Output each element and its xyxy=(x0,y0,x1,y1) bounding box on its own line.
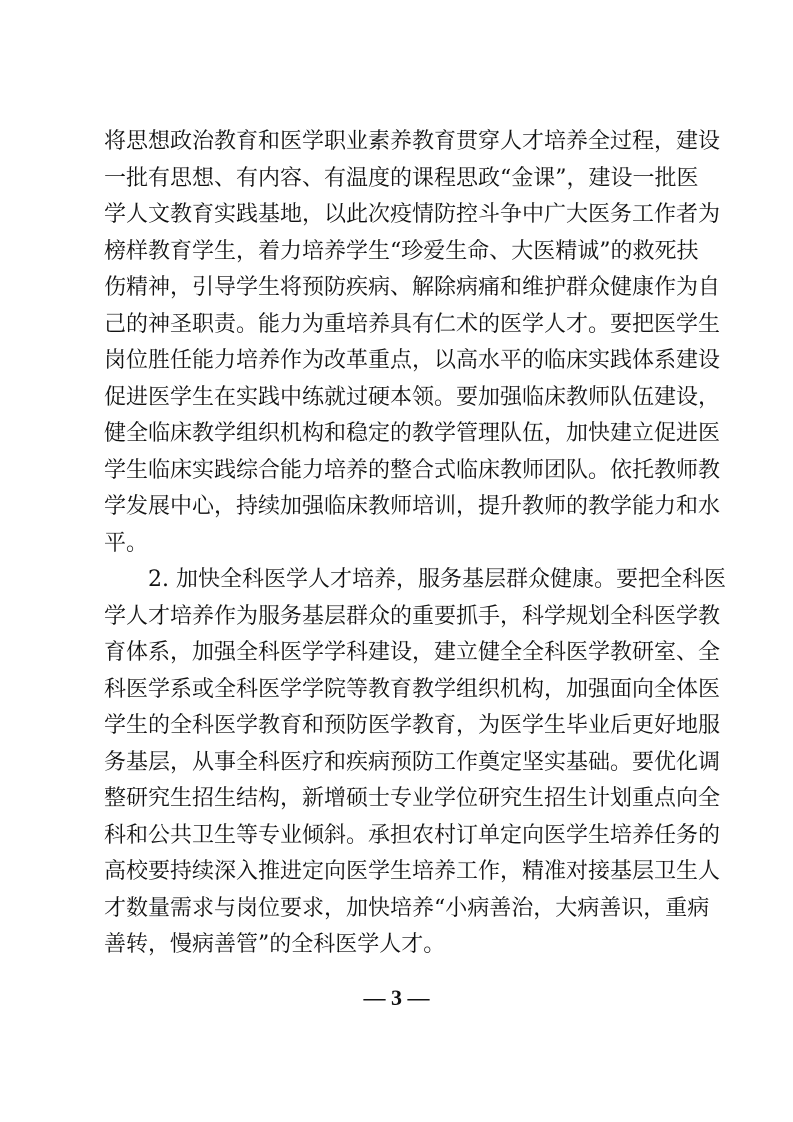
text-line: 平。 xyxy=(104,530,149,556)
text-line: 岗位胜任能力培养作为改革重点，以高水平的临床实践体系建设 xyxy=(104,348,721,373)
paragraph-2 xyxy=(104,562,726,964)
text-line: 一批有思想、有内容、有温度的课程思政“金课”，建设一批医 xyxy=(104,165,699,191)
text-line: 学人文教育实践基地，以此次疫情防控斗争中广大医务工作者为 xyxy=(104,202,721,227)
document-body xyxy=(104,124,726,964)
text-line: 学发展中心，持续加强临床教师培训，提升教师的教学能力和水 xyxy=(104,494,721,519)
text-line: 高校要持续深入推进定向医学生培养工作，精准对接基层卫生人 xyxy=(104,859,721,884)
text-line: 健全临床教学组织机构和稳定的教学管理队伍，加快建立促进医 xyxy=(104,421,721,446)
text-line: 务基层，从事全科医疗和疾病预防工作奠定坚实基础。要优化调 xyxy=(104,749,721,775)
text-line: 伤精神，引导学生将预防疾病、解除病痛和维护群众健康作为自 xyxy=(104,275,721,300)
text-line: 学人才培养作为服务基层群众的重要抓手，科学规划全科医学教 xyxy=(104,603,721,629)
text-line: 科医学系或全科医学学院等教育教学组织机构，加强面向全体医 xyxy=(104,676,721,702)
text-line: 整研究生招生结构，新增硕士专业学位研究生招生计划重点向全 xyxy=(104,786,721,811)
text-line: 才数量需求与岗位要求，加快培养“小病善治，大病善识，重病 xyxy=(104,895,710,921)
text-line: 育体系，加强全科医学学科建设，建立健全全科医学教研室、全 xyxy=(104,640,721,665)
text-line: 学生临床实践综合能力培养的整合式临床教师团队。依托教师教 xyxy=(104,457,721,483)
text-line: 促进医学生在实践中练就过硬本领。要加强临床教师队伍建设， xyxy=(104,384,721,410)
page-number: — 3 — xyxy=(363,985,430,1010)
text-line: 己的神圣职责。能力为重培养具有仁术的医学人才。要把医学生 xyxy=(104,311,721,337)
text-line: 榜样教育学生，着力培养学生“珍爱生命、大医精诚”的救死扶 xyxy=(104,238,699,264)
text-line: 善转，慢病善管”的全科医学人才。 xyxy=(104,932,446,957)
text-line: 学生的全科医学教育和预防医学教育，为医学生毕业后更好地服 xyxy=(104,713,721,738)
text-line: 将思想政治教育和医学职业素养教育贯穿人才培养全过程，建设 xyxy=(104,129,721,154)
paragraph-1 xyxy=(104,124,721,562)
text-line: 科和公共卫生等专业倾斜。承担农村订单定向医学生培养任务的 xyxy=(104,822,721,848)
paragraph-heading-line: 2. 加快全科医学人才培养，服务基层群众健康。要把全科医 xyxy=(148,567,726,592)
